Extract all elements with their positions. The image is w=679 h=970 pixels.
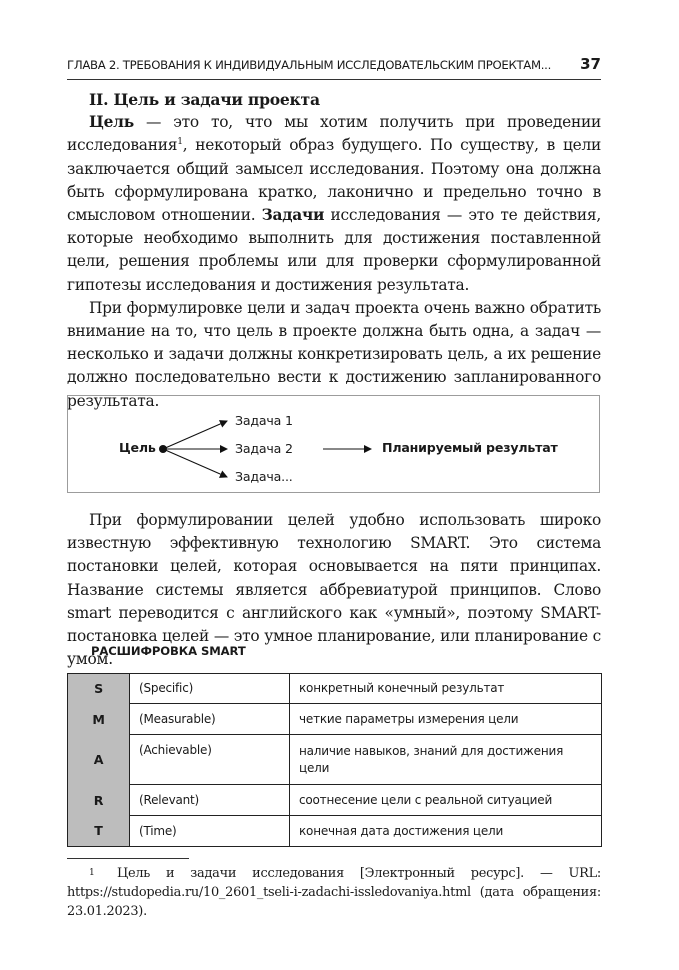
header-divider (67, 79, 601, 80)
smart-letter: R (68, 785, 130, 816)
term-tasks: Задачи (261, 206, 325, 225)
goal-tasks-diagram (67, 395, 600, 493)
diagram-task-3: Задача... (235, 469, 293, 484)
arrow-to-task-3 (163, 449, 227, 477)
smart-description: четкие параметры измерения цели (290, 704, 602, 735)
table-row (68, 785, 602, 816)
smart-term: (Specific) (130, 674, 290, 704)
paragraph-smart: При формулировании целей удобно использовать широко известную эффективную технологию SMART. Это система постановки целей, которая основывается на пяти принципах. Название системы является аббревиатурой принципов. Слово smart переводится с английского как «умный», поэтому SMART-постановка целей — это умное планирование, или планирование с умом. (67, 511, 601, 669)
smart-term: (Achievable) (130, 735, 290, 785)
table-row (68, 704, 602, 735)
footnote-ref[interactable]: 1 (177, 137, 183, 148)
smart-description: соотнесение цели с реальной ситуацией (290, 785, 602, 816)
main-text (67, 88, 601, 413)
diagram-result: Планируемый результат (382, 440, 558, 455)
smart-letter: S (68, 674, 130, 704)
page-number: 37 (580, 55, 601, 73)
smart-description: наличие навыков, знаний для достижения цели (290, 735, 602, 785)
smart-letter: T (68, 816, 130, 847)
footnote-text: Цель и задачи исследования [Электронный ресурс]. — URL: https://studopedia.ru/10_2601_tseli-i-zadachi-issledovaniya.html (дата обращения: 23.01.2023). (67, 866, 601, 919)
paragraph-text: — это то, что мы хотим получить при проведении исследования (67, 113, 601, 155)
footnote (67, 864, 601, 921)
footnote-divider (67, 858, 189, 859)
smart-term: (Relevant) (130, 785, 290, 816)
smart-description: конкретный конечный результат (290, 674, 602, 704)
section-heading: II. Цель и задачи проекта (89, 90, 320, 109)
table-row (68, 674, 602, 704)
arrow-to-task-1 (163, 421, 227, 449)
smart-term: (Time) (130, 816, 290, 847)
diagram-task-1: Задача 1 (235, 413, 293, 428)
diagram-task-2: Задача 2 (235, 441, 293, 456)
smart-letter: A (68, 735, 130, 785)
table-caption: РАСШИФРОВКА SMART (91, 644, 246, 658)
term-goal: Цель (89, 113, 134, 132)
footnote-number: 1 (89, 868, 95, 878)
smart-table (67, 673, 602, 847)
paragraph-goal-definition (67, 111, 601, 297)
paragraph-goal-tasks: При формулировке цели и задач проекта очень важно обратить внимание на то, что цель в проекте должна быть одна, а задач — несколько и задачи должны конкретизировать цель, а их решение должно последовательно вести к достижению запланированного результата. (67, 298, 601, 410)
smart-description: конечная дата достижения цели (290, 816, 602, 847)
table-row (68, 816, 602, 847)
diagram-goal-label: Цель (119, 440, 156, 455)
paragraph-text: , некоторый образ будущего. По существу, в цели заключается общий замысел исследования. Поэтому она должна быть сформулирована кратко, лаконично и предельно точно в смысловом отношении. (67, 136, 601, 225)
paragraph-text: исследования — это те действия, которые необходимо выполнить для достижения поставленной цели, решения проблемы или для проверки сформулированной гипотезы исследования и достижения результата. (67, 206, 601, 294)
table-row (68, 735, 602, 785)
running-header: ГЛАВА 2. ТРЕБОВАНИЯ К ИНДИВИДУАЛЬНЫМ ИССЛЕДОВАТЕЛЬСКИМ ПРОЕКТАМ... (67, 58, 552, 72)
smart-term: (Measurable) (130, 704, 290, 735)
smart-letter: M (68, 704, 130, 735)
